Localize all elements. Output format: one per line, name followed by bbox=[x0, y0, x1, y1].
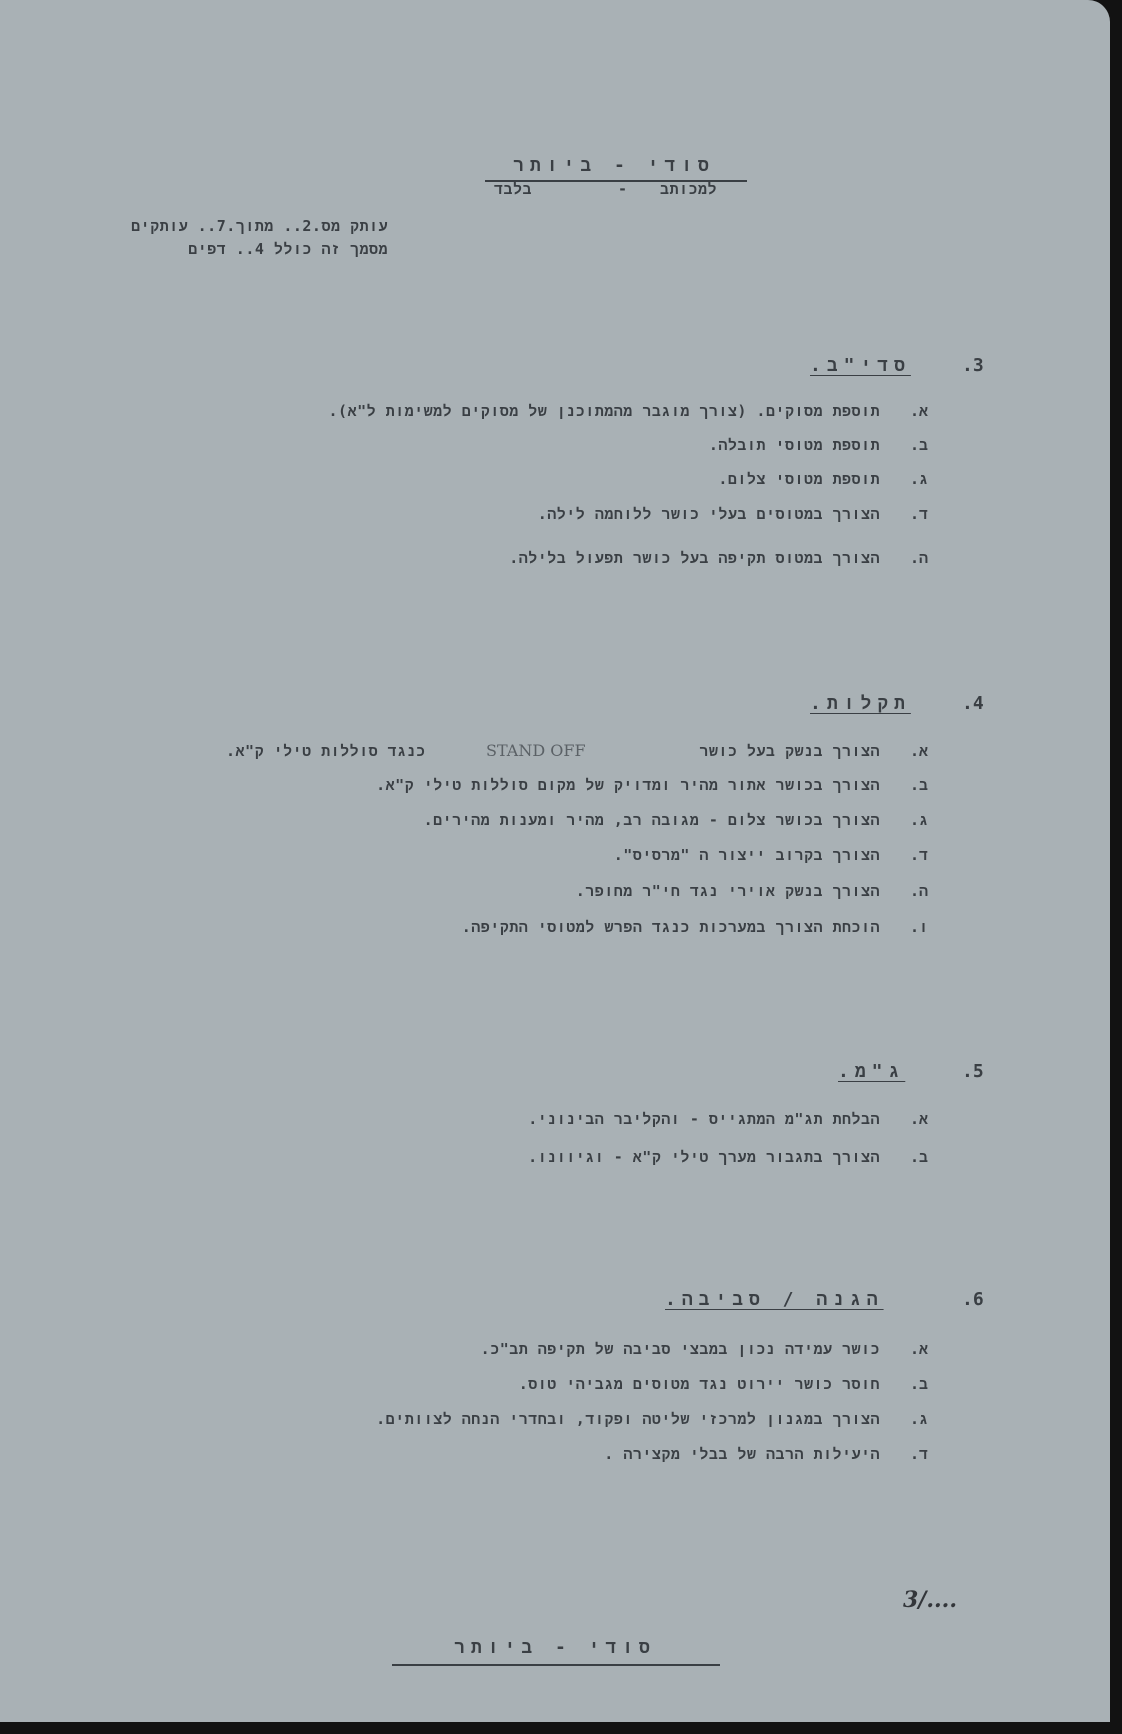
list-item: הצורך בכושר צלום - מגובה רב, מהיר ומענות מהירים. bbox=[423, 811, 880, 829]
list-item: חוסר כושר יירוט נגד מטוסים מגביהי טוס. bbox=[518, 1375, 880, 1393]
item-marker: .ג bbox=[910, 470, 929, 488]
list-item: תוספת מטוסי צלום. bbox=[718, 470, 880, 488]
item-marker: .ב bbox=[910, 1375, 929, 1393]
item-marker: .ב bbox=[910, 776, 929, 794]
item-marker: .א bbox=[910, 742, 929, 760]
classification-footer-underline bbox=[392, 1664, 720, 1666]
item-marker: .ד bbox=[910, 1445, 929, 1463]
item-marker: .ב bbox=[910, 1148, 929, 1166]
item-marker: .א bbox=[910, 1110, 929, 1128]
list-item: היעילות הרבה של בבלי מקצירה . bbox=[604, 1445, 880, 1463]
item-marker: .ג bbox=[910, 1410, 929, 1428]
section-number: .6 bbox=[962, 1289, 984, 1310]
item-marker: .א bbox=[910, 1340, 929, 1358]
list-item-end: כנגד סוללות טילי ק"א. bbox=[226, 742, 426, 760]
list-item: הוכחת הצורך במערכות כנגד הפרש למטוסי התקיפה. bbox=[461, 918, 880, 936]
item-marker: .ד bbox=[910, 846, 929, 864]
list-item: הצורך במגנון למרכזי שליטה ופקוד, ובחדרי הנחה לצוותים. bbox=[376, 1410, 880, 1428]
item-marker: .ה bbox=[910, 549, 929, 567]
classification-header: סודי - ביותר bbox=[513, 155, 715, 176]
list-item: הצורך בתגבור מערך טילי ק"א - וגיוונו. bbox=[528, 1148, 880, 1166]
list-item: הצורך בנשק בעל כושר bbox=[699, 742, 880, 760]
list-item: הצורך בקרוב ייצור ה "מרסיס". bbox=[613, 846, 880, 864]
list-item: הצורך במטוסים בעלי כושר ללוחמה לילה. bbox=[537, 505, 880, 523]
item-marker: .ה bbox=[910, 882, 929, 900]
list-item: הצורך בכושר אתור מהיר ומדויק של מקום סוללות טילי ק"א. bbox=[376, 776, 880, 794]
page-count-line: מסמך זה כולל 4.. דפים bbox=[188, 240, 388, 258]
list-item: תוספת מסוקים. (צורך מוגבר מהמתוכנן של מסוקים למשימות ל"א). bbox=[328, 402, 880, 420]
section-title: סדי"ב. bbox=[810, 355, 911, 376]
list-item: כושר עמידה נכון במבצי סביבה של תקיפה תב"כ. bbox=[480, 1340, 880, 1358]
item-marker: .ד bbox=[910, 505, 929, 523]
section-title: הגנה / סביבה. bbox=[665, 1289, 884, 1310]
item-marker: .א bbox=[910, 402, 929, 420]
stand-off-term: STAND OFF bbox=[486, 741, 586, 760]
distribution-right: למכותב bbox=[660, 180, 718, 198]
list-item: הבלחת תג"מ המתגייס - והקליבר הבינוני. bbox=[528, 1110, 880, 1128]
item-marker: .ג bbox=[910, 811, 929, 829]
section-number: .4 bbox=[962, 693, 984, 714]
item-marker: .ו bbox=[910, 918, 929, 936]
distribution-left: בלבד bbox=[494, 180, 533, 198]
list-item: הצורך בנשק אוירי נגד חי"ר מחופר. bbox=[575, 882, 880, 900]
list-item: הצורך במטוס תקיפה בעל כושר תפעול בלילה. bbox=[509, 549, 880, 567]
copy-number-line: עותק מס.2.. מתוך.7.. עותקים bbox=[131, 217, 388, 235]
section-title: ג"מ. bbox=[838, 1061, 906, 1082]
section-title: תקלות. bbox=[810, 693, 911, 714]
list-item: תוספת מטוסי תובלה. bbox=[708, 436, 880, 454]
section-number: .5 bbox=[962, 1061, 984, 1082]
item-marker: .ב bbox=[910, 436, 929, 454]
continuation-mark: 3/.... bbox=[903, 1587, 957, 1613]
classification-footer: סודי - ביותר bbox=[454, 1637, 656, 1658]
section-number: .3 bbox=[962, 355, 984, 376]
distribution-dash: - bbox=[618, 180, 628, 198]
